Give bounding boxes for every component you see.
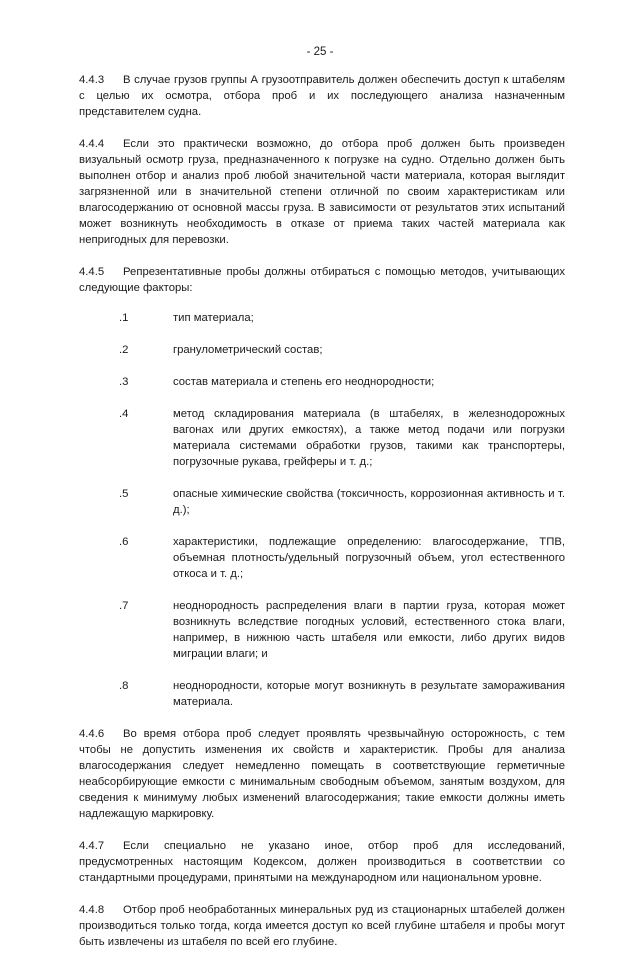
list-item-number: .7 (119, 600, 129, 612)
section-number: 4.4.7 (79, 840, 105, 852)
section-number: 4.4.3 (79, 74, 105, 86)
section-4-4-6 (79, 726, 565, 822)
list-item (79, 486, 565, 518)
list-item-text: гранулометрический состав; (173, 344, 323, 356)
section-number: 4.4.8 (79, 904, 105, 916)
list-item-text: состав материала и степень его неоднородности; (173, 376, 435, 388)
list-item-number: .2 (119, 344, 129, 356)
section-number: 4.4.5 (79, 266, 105, 278)
section-text: Репрезентативные пробы должны отбираться с помощью методов, учитывающих следующие факторы: (79, 266, 565, 294)
list-item-number: .6 (119, 536, 129, 548)
section-4-4-3 (79, 72, 565, 120)
list-item-number: .3 (119, 376, 129, 388)
page-number: - 25 - (306, 46, 334, 58)
list-item-text: опасные химические свойства (токсичность, коррозионная активность и т. д.); (173, 488, 565, 516)
list-item (79, 310, 565, 326)
list-item-text: неоднородность распределения влаги в партии груза, которая может возникнуть вследствие погодных условий, естественного стока влаги, например, в нижнюю часть штабеля или емкости, либо других видов миграции влаги; и (173, 600, 565, 660)
section-4-4-7 (79, 838, 565, 886)
list-item-number: .4 (119, 408, 129, 420)
document-body (79, 72, 565, 966)
section-text: Отбор проб необработанных минеральных руд из стационарных штабелей должен производиться только тогда, когда имеется доступ ко всей глубине штабеля и пробы могут быть извлечены из штабеля по всей его глубине. (79, 904, 565, 948)
list-item (79, 678, 565, 710)
list-item-number: .8 (119, 680, 129, 692)
section-text: В случае грузов группы А грузоотправитель должен обеспечить доступ к штабелям с целью их осмотра, отбора проб и их последующего анализа назначенным представителем судна. (79, 74, 565, 118)
list-item-number: .1 (119, 312, 129, 324)
list-item (79, 406, 565, 470)
list-item (79, 598, 565, 662)
section-text: Во время отбора проб следует проявлять чрезвычайную осторожность, с тем чтобы не допустить изменения их свойств и характеристик. Пробы для анализа влагосодержания следует немедленно помещать в соответствующие герметичные неабсорбирующие емкости с минимальным свободным объемом, занятым воздухом, для сведения к минимуму любых изменений влагосодержания; такие емкости должны иметь надлежащую маркировку. (79, 728, 565, 820)
section-text: Если это практически возможно, до отбора проб должен быть произведен визуальный осмотр груза, предназначенного к погрузке на судно. Отдельно должен быть выполнен отбор и анализ проб любой значительной части материала, которая выглядит загрязненной или в значительной степени отличной по своим характеристикам или влагосодержанию от основной массы груза. В зависимости от результатов этих испытаний может возникнуть необходимость в отказе от приема таких частей материала как непригодных для перевозки. (79, 138, 565, 246)
section-4-4-4 (79, 136, 565, 248)
list-item-text: метод складирования материала (в штабелях, в железнодорожных вагонах или других емкостях), а также метод подачи или погрузки материала системами обработки грузов, такими как транспортеры, погрузочные рукава, грейферы и т. д.; (173, 408, 565, 468)
list-item (79, 342, 565, 358)
list-item-text: характеристики, подлежащие определению: влагосодержание, ТПВ, объемная плотность/удельный погрузочный объем, угол естественного откоса и т. д.; (173, 536, 565, 580)
list-item-number: .5 (119, 488, 129, 500)
factors-list (79, 310, 565, 710)
section-4-4-5 (79, 264, 565, 296)
list-item-text: неоднородности, которые могут возникнуть в результате замораживания материала. (173, 680, 565, 708)
list-item (79, 374, 565, 390)
section-number: 4.4.6 (79, 728, 105, 740)
section-text: Если специально не указано иное, отбор проб для исследований, предусмотренных настоящим Кодексом, должен производиться в соответствии со стандартными процедурами, принятыми на международном или национальном уровне. (79, 840, 565, 884)
list-item (79, 534, 565, 582)
list-item-text: тип материала; (173, 312, 254, 324)
section-number: 4.4.4 (79, 138, 105, 150)
section-4-4-8 (79, 902, 565, 950)
